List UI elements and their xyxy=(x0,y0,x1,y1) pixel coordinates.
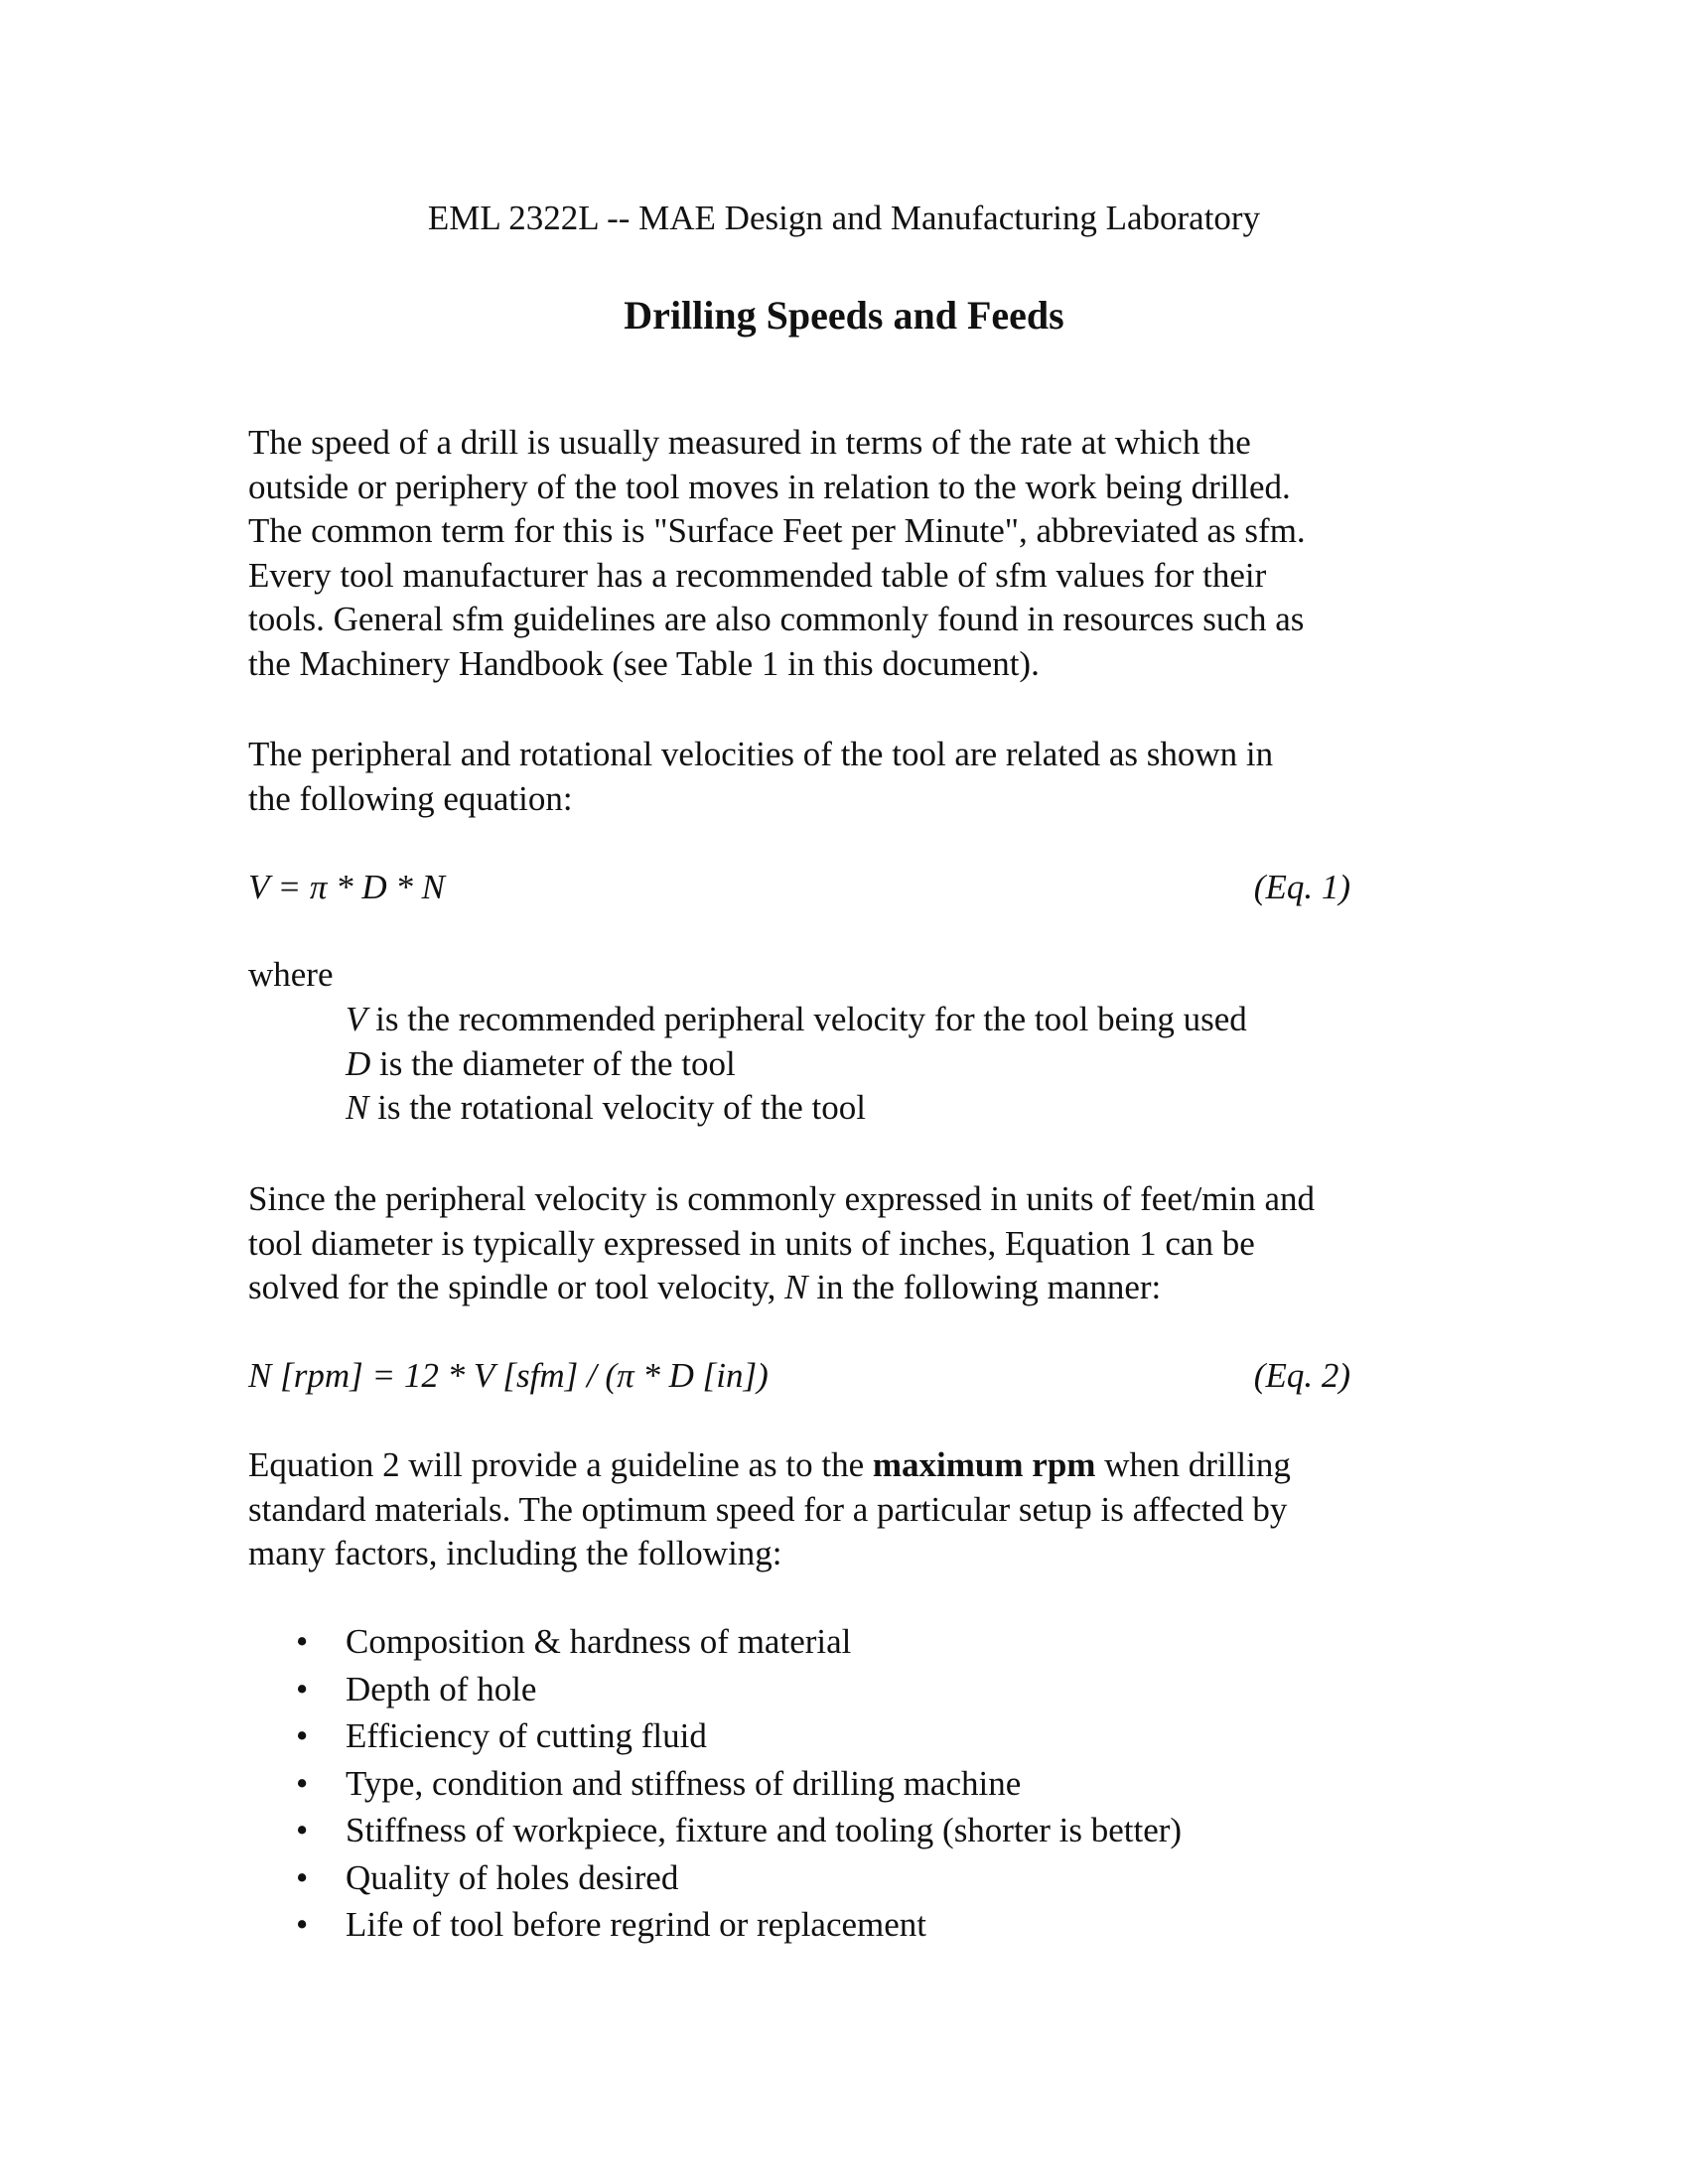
course-header: EML 2322L -- MAE Design and Manufacturing Laboratory xyxy=(427,199,1261,237)
list-item xyxy=(248,1712,1182,1760)
list-item xyxy=(248,1807,1182,1854)
paragraph-line: outside or periphery of the tool moves in relation to the work being drilled. xyxy=(248,467,1291,506)
equation-1 xyxy=(248,866,1350,909)
guideline-paragraph xyxy=(248,1443,1470,1576)
paragraph-line xyxy=(248,1266,1470,1310)
list-item-text: Life of tool before regrind or replacement xyxy=(346,1905,927,1944)
bullet-icon: • xyxy=(296,1669,309,1708)
paragraph-line: tools. General sfm guidelines are also commonly found in resources such as xyxy=(248,600,1305,638)
definition-text: is the diameter of the tool xyxy=(370,1043,736,1083)
paragraph-line: Every tool manufacturer has a recommended table of sfm values for their xyxy=(248,555,1267,595)
list-item xyxy=(248,1854,1182,1902)
equation-expression: V = π * D * N xyxy=(248,868,446,906)
list-item-text: Efficiency of cutting fluid xyxy=(346,1716,707,1755)
list-item-text: Type, condition and stiffness of drilling machine xyxy=(346,1763,1022,1803)
document-title: Drilling Speeds and Feeds xyxy=(624,293,1064,338)
equation-reference: (Eq. 2) xyxy=(1253,1356,1350,1395)
equation-2 xyxy=(248,1354,1350,1398)
bullet-icon: • xyxy=(296,1811,309,1849)
paragraph-line: the Machinery Handbook (see Table 1 in this document). xyxy=(248,643,1040,683)
list-item xyxy=(248,1618,1182,1666)
variable-symbol: N xyxy=(346,1088,369,1127)
text-run: solved for the spindle or tool velocity, xyxy=(248,1268,785,1306)
text-run: when drilling xyxy=(1095,1445,1291,1484)
paragraph-line xyxy=(248,1443,1470,1488)
paragraph-line: the following equation: xyxy=(248,778,573,818)
definition-d xyxy=(346,1042,1247,1087)
paragraph-line: tool diameter is typically expressed in units of inches, Equation 1 can be xyxy=(248,1223,1255,1263)
paragraph-line: Since the peripheral velocity is commonly expressed in units of feet/min and xyxy=(248,1179,1316,1218)
intro-paragraph xyxy=(248,421,1470,686)
list-item xyxy=(248,1666,1182,1713)
paragraph-line: The speed of a drill is usually measured in terms of the rate at which the xyxy=(248,423,1251,462)
variable-definitions xyxy=(346,998,1247,1131)
variable-symbol: V xyxy=(346,1000,367,1038)
list-item-text: Depth of hole xyxy=(346,1669,537,1708)
bullet-icon: • xyxy=(296,1622,309,1661)
definition-n xyxy=(346,1086,1247,1131)
units-paragraph xyxy=(248,1177,1470,1310)
equation-expression: N [rpm] = 12 * V [sfm] / (π * D [in]) xyxy=(248,1356,769,1395)
where-label: where xyxy=(248,955,334,994)
definition-text: is the rotational velocity of the tool xyxy=(368,1088,866,1127)
list-item-text: Stiffness of workpiece, fixture and tooling (shorter is better) xyxy=(346,1811,1183,1849)
equation-reference: (Eq. 1) xyxy=(1253,868,1350,906)
list-item-text: Quality of holes desired xyxy=(346,1857,679,1897)
paragraph-line: standard materials. The optimum speed for a particular setup is affected by xyxy=(248,1489,1288,1529)
variable-symbol: N xyxy=(784,1268,808,1306)
text-run: in the following manner: xyxy=(807,1268,1162,1306)
bullet-icon: • xyxy=(296,1716,309,1755)
factors-list xyxy=(248,1618,1182,1949)
bullet-icon: • xyxy=(296,1905,309,1944)
paragraph-line: The common term for this is "Surface Feet per Minute", abbreviated as sfm. xyxy=(248,511,1306,550)
definition-v xyxy=(346,998,1247,1042)
definition-text: is the recommended peripheral velocity for the tool being used xyxy=(366,1000,1247,1038)
list-item xyxy=(248,1901,1182,1949)
list-item-text: Composition & hardness of material xyxy=(346,1622,852,1661)
paragraph-line: many factors, including the following: xyxy=(248,1534,782,1572)
list-item xyxy=(248,1760,1182,1808)
bullet-icon: • xyxy=(296,1763,309,1803)
variable-symbol: D xyxy=(346,1043,371,1083)
text-run: Equation 2 will provide a guideline as to the xyxy=(248,1445,873,1484)
relation-paragraph xyxy=(248,733,1470,821)
bullet-icon: • xyxy=(296,1857,309,1897)
paragraph-line: The peripheral and rotational velocities of the tool are related as shown in xyxy=(248,735,1274,773)
emphasis-text: maximum rpm xyxy=(872,1445,1096,1484)
